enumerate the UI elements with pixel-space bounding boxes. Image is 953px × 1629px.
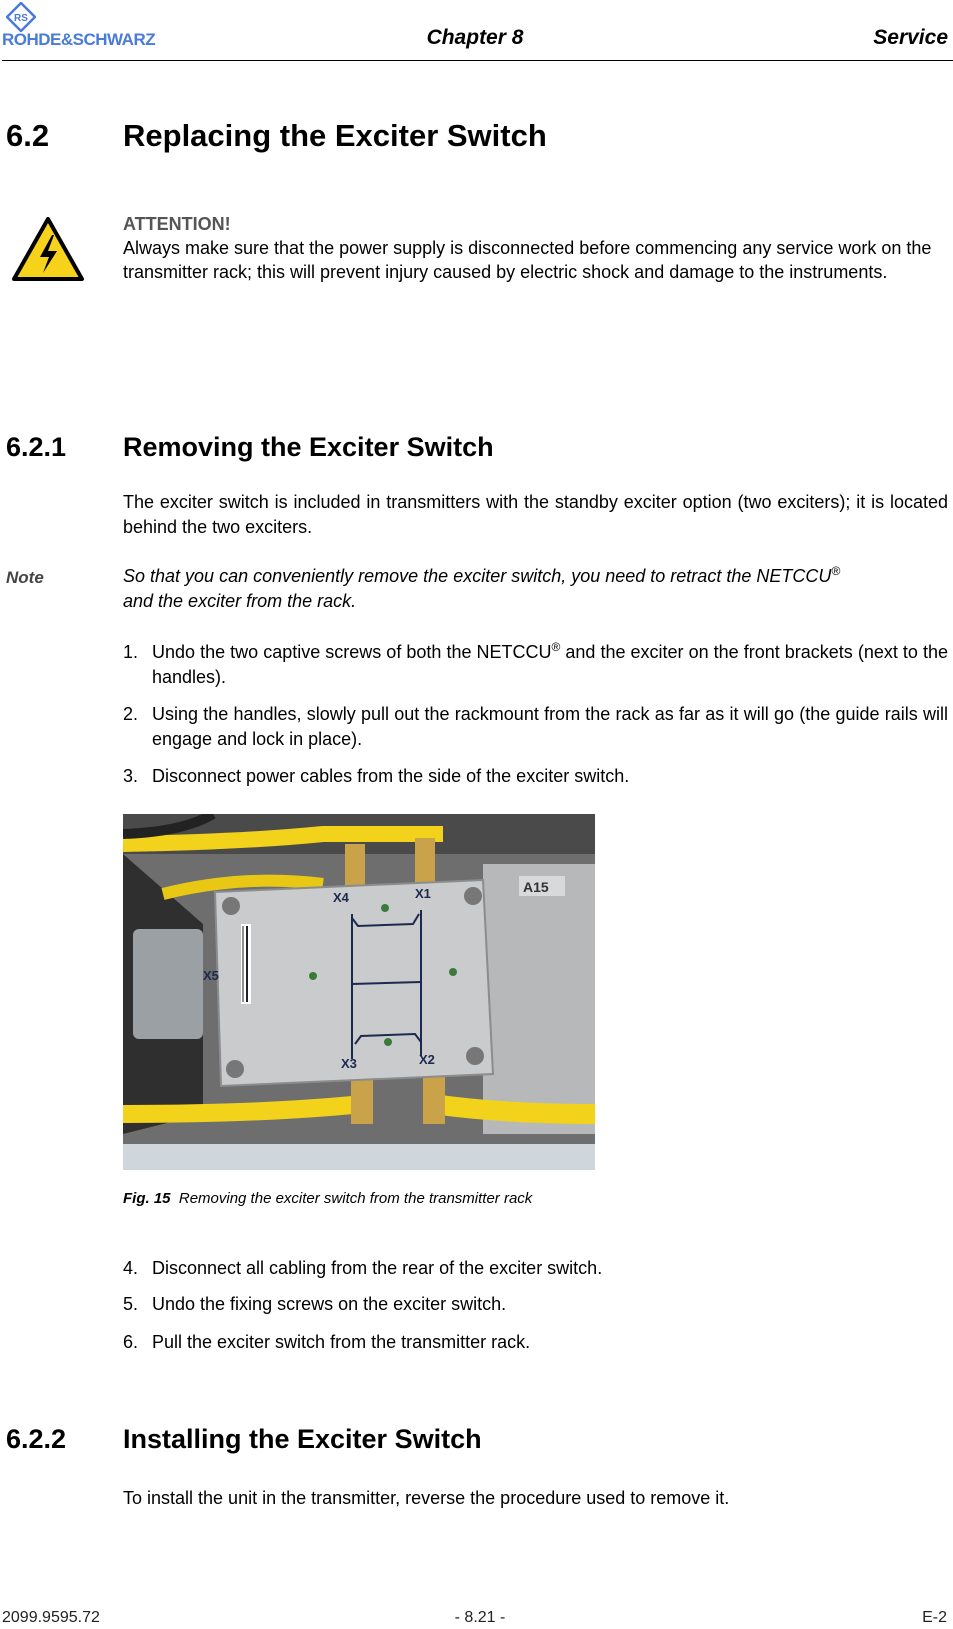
section-number: 6.2 <box>6 118 50 153</box>
header-section: Service <box>873 26 948 49</box>
exciter-switch-photo <box>123 814 595 1170</box>
header-rule <box>2 60 953 61</box>
step-item: 4. Disconnect all cabling from the rear of the exciter switch. <box>123 1258 603 1278</box>
electric-hazard-warning-icon <box>10 215 86 283</box>
step-item: 1. Undo the two captive screws of both the NETCCU® and the exciter on the front brackets (next to the handles). <box>123 640 948 687</box>
svg-text:X1: X1 <box>415 886 431 901</box>
subsection-number: 6.2.1 <box>6 432 67 462</box>
subsection-title: Installing the Exciter Switch <box>123 1424 482 1454</box>
footer-page-number: - 8.21 - <box>454 1609 506 1626</box>
svg-text:X5: X5 <box>203 968 219 983</box>
attention-text: Always make sure that the power supply is disconnected before commencing any service work on the transmitter rack; this will prevent injury caused by electric shock and damage to the instruments. <box>123 238 932 282</box>
step-item: 6. Pull the exciter switch from the transmitter rack. <box>123 1332 531 1352</box>
step-item: 3. Disconnect power cables from the side of the exciter switch. <box>123 766 630 786</box>
section-title: Replacing the Exciter Switch <box>123 118 547 153</box>
svg-text:X2: X2 <box>419 1052 435 1067</box>
step-item: 2. Using the handles, slowly pull out the rackmount from the rack as far as it will go (the guide rails will engage and lock in place). <box>123 704 948 749</box>
note-label: Note <box>6 568 44 587</box>
svg-text:X4: X4 <box>333 890 349 905</box>
note-text: So that you can conveniently remove the exciter switch, you need to retract the NETCCU® and the exciter from the rack. <box>123 564 841 611</box>
attention-label: ATTENTION! <box>123 214 231 234</box>
svg-text:RS: RS <box>14 13 28 24</box>
subsection-number: 6.2.2 <box>6 1424 67 1454</box>
footer-page-id: E-2 <box>922 1609 947 1626</box>
svg-text:A15: A15 <box>523 879 549 895</box>
svg-text:X3: X3 <box>341 1056 357 1071</box>
installing-text: To install the unit in the transmitter, reverse the procedure used to remove it. <box>123 1488 730 1508</box>
rohde-schwarz-logo-icon <box>6 2 36 32</box>
subsection-title: Removing the Exciter Switch <box>123 432 494 462</box>
attention-block <box>123 212 953 284</box>
removing-intro: The exciter switch is included in transmitters with the standby exciter option (two exciters); it is located behind the two exciters. <box>123 492 948 537</box>
footer-doc-number: 2099.9595.72 <box>2 1609 100 1626</box>
figure-caption: Fig. 15 Removing the exciter switch from the transmitter rack <box>123 1190 533 1207</box>
brand-name: ROHDE&SCHWARZ <box>2 30 156 49</box>
step-item: 5. Undo the fixing screws on the exciter switch. <box>123 1294 507 1314</box>
header-chapter: Chapter 8 <box>426 26 524 49</box>
